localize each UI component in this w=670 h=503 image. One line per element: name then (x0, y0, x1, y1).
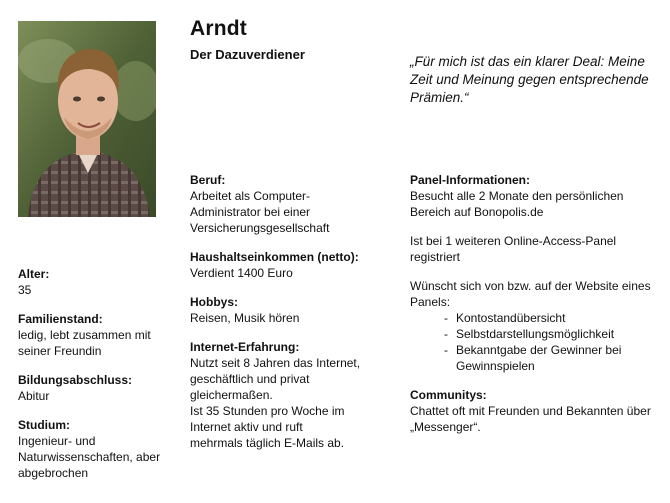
marital-status-line: ledig, lebt zusammen mit (18, 328, 151, 342)
age-section (18, 266, 178, 298)
marital-status-label: Familienstand: (18, 312, 103, 326)
studies-line: Ingenieur- und (18, 434, 96, 448)
marital-status-line: seiner Freundin (18, 344, 102, 358)
middle-column (190, 172, 400, 451)
age-label: Alter: (18, 267, 50, 281)
persona-subtitle: Der Dazuverdiener (190, 47, 305, 62)
hobbies-label: Hobbys: (190, 295, 238, 309)
persona-photo (18, 21, 156, 217)
panel-info-section (410, 172, 662, 374)
internet-experience-line: Nutzt seit 8 Jahren das Internet, (190, 356, 361, 370)
job-label: Beruf: (190, 173, 226, 187)
job-line: Versicherungsgesellschaft (190, 221, 330, 235)
income-section (190, 249, 400, 281)
internet-experience-line: geschäftlich und privat (190, 372, 310, 386)
internet-experience-line: gleichermaßen. (190, 388, 273, 402)
studies-section (18, 417, 178, 481)
panel-info-line: registriert (410, 250, 461, 264)
panel-info-line: Bereich auf Bonopolis.de (410, 205, 544, 219)
education-section (18, 372, 178, 404)
community-line: Chattet oft mit Freunden und Bekannten über (410, 404, 651, 418)
portrait-illustration (18, 21, 156, 217)
job-section (190, 172, 400, 236)
community-section (410, 387, 662, 435)
left-column (18, 266, 178, 481)
internet-experience-line: Ist 35 Stunden pro Woche im (190, 404, 345, 418)
marital-status-section (18, 311, 178, 359)
wish-list-item: - Bekanntgabe der Gewinner bei (444, 342, 662, 358)
internet-experience-section (190, 339, 400, 451)
job-line: Administrator bei einer (190, 205, 311, 219)
education-label: Bildungsabschluss: (18, 373, 133, 387)
age-value: 35 (18, 283, 32, 297)
community-label: Communitys: (410, 388, 487, 402)
job-line: Arbeitet als Computer- (190, 189, 311, 203)
internet-experience-line: mehrmals täglich E-Mails ab. (190, 436, 345, 450)
income-label: Haushaltseinkommen (netto): (190, 250, 359, 264)
wish-list (410, 310, 662, 358)
wish-list-item-continued: Gewinnspielen (456, 359, 535, 373)
panel-info-line: Besucht alle 2 Monate den persönlichen (410, 189, 624, 203)
wish-list-item: - Selbstdarstellungsmöglichkeit (444, 326, 662, 342)
wish-list-item: - Kontostandübersicht (444, 310, 662, 326)
panel-info-label: Panel-Informationen: (410, 173, 531, 187)
studies-label: Studium: (18, 418, 70, 432)
hobbies-section (190, 294, 400, 326)
internet-experience-label: Internet-Erfahrung: (190, 340, 300, 354)
persona-quote: „Für mich ist das ein klarer Deal: Meine Zeit und Meinung gegen entsprechende Prämien.“ (410, 54, 649, 105)
panel-info-line: Ist bei 1 weiteren Online-Access-Panel (410, 234, 617, 248)
panel-info-line: Wünscht sich von bzw. auf der Website eines (410, 279, 651, 293)
community-line: „Messenger“. (410, 420, 481, 434)
education-value: Abitur (18, 389, 50, 403)
panel-info-line: Panels: (410, 295, 451, 309)
studies-line: abgebrochen (18, 466, 89, 480)
right-column (410, 172, 662, 435)
hobbies-value: Reisen, Musik hören (190, 311, 300, 325)
persona-name: Arndt (190, 17, 247, 40)
income-value: Verdient 1400 Euro (190, 266, 293, 280)
studies-line: Naturwissenschaften, aber (18, 450, 161, 464)
internet-experience-line: Internet aktiv und ruft (190, 420, 303, 434)
